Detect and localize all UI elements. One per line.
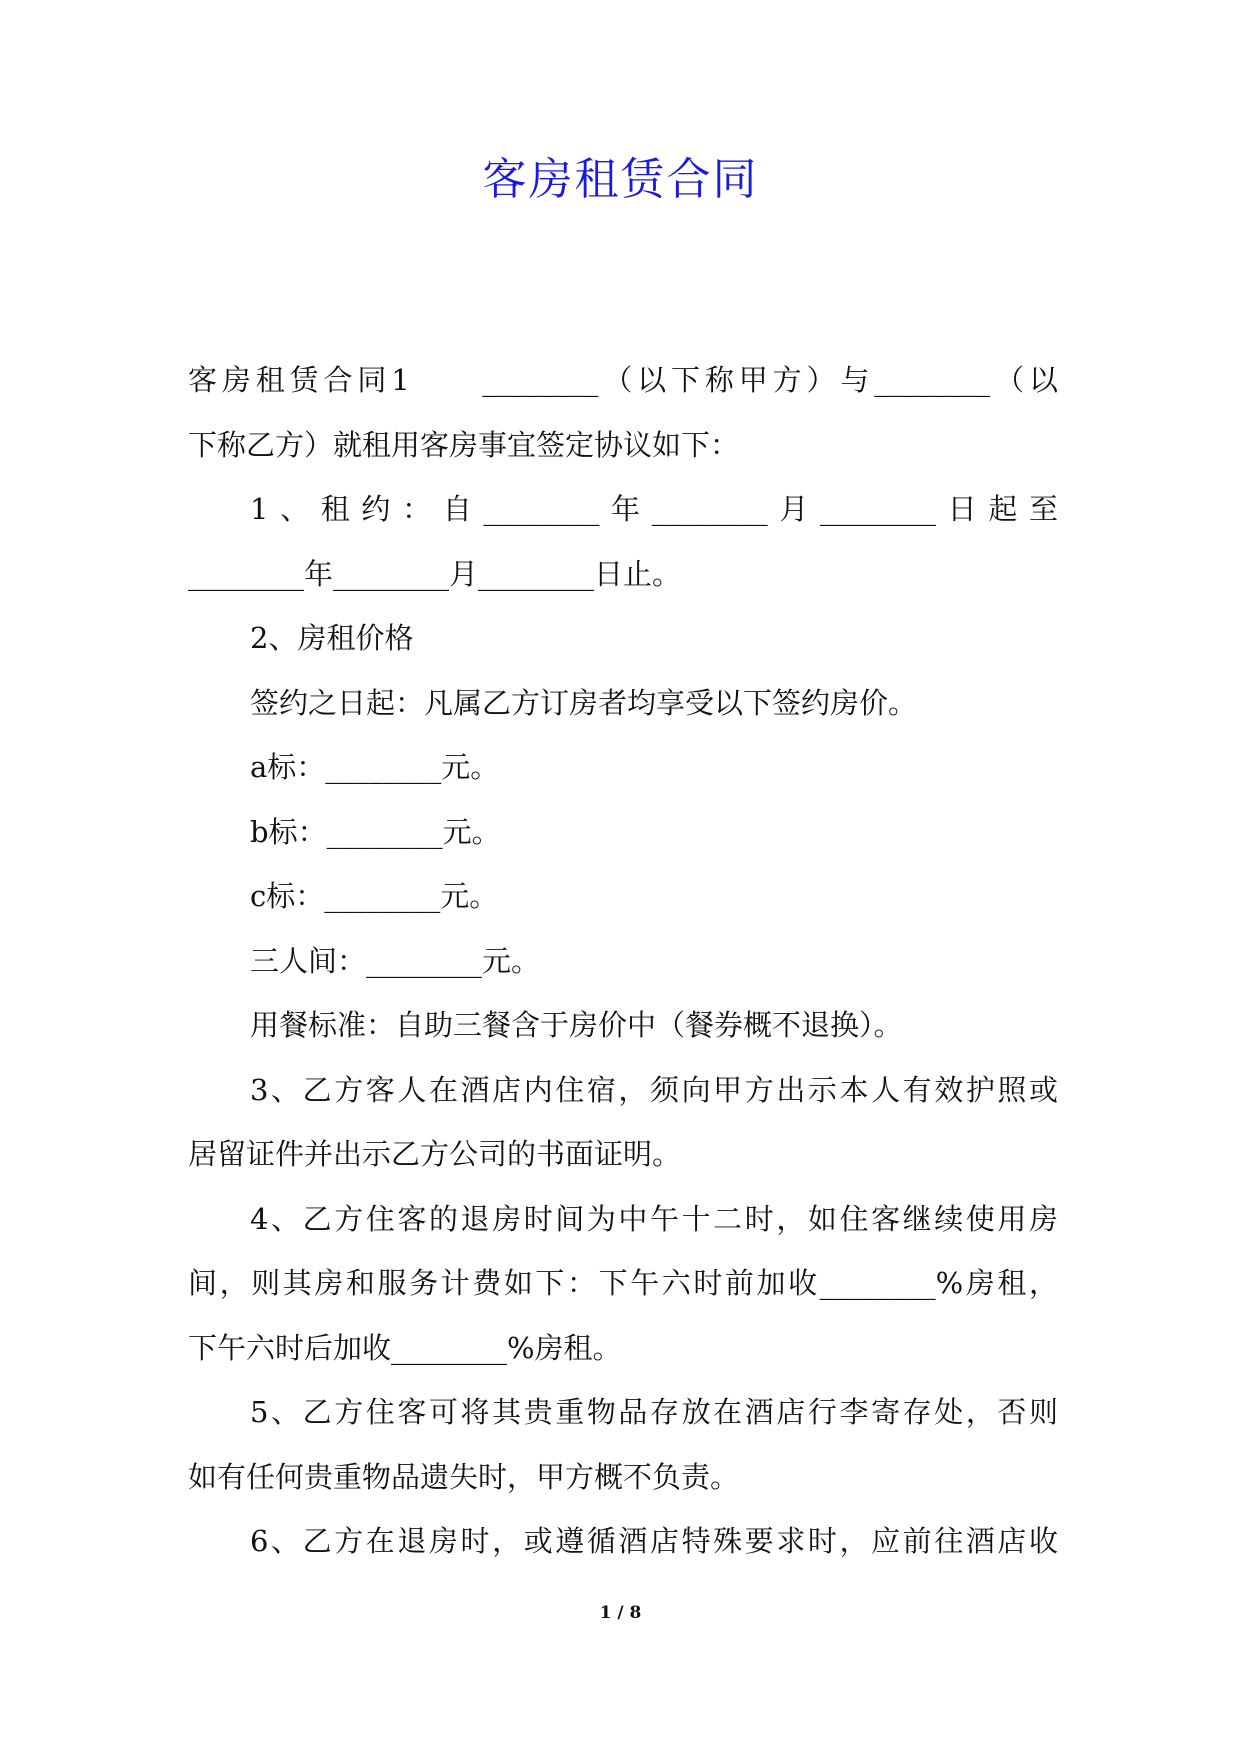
clause-5-line: 5、乙方住客可将其贵重物品存放在酒店行李寄存处，否则 [250,1395,1058,1429]
clause-2-heading: 2、房租价格 [250,621,414,655]
clause-3-line: 居留证件并出示乙方公司的书面证明。 [188,1137,682,1171]
price-a-line: a标：________元。 [250,750,500,784]
page-number: 1 / 8 [599,1603,642,1623]
clause-2-line: 签约之日起：凡属乙方订房者均享受以下签约房价。 [250,685,918,720]
clause-3-line: 3、乙方客人在酒店内住宿，须向甲方出示本人有效护照或 [250,1072,1058,1107]
clause-4-line: 间，则其房和服务计费如下：下午六时前加收________%房租， [188,1266,1058,1300]
clause-5-line: 如有任何贵重物品遗失时，甲方概不负责。 [188,1459,740,1494]
paragraph-line: 客房租赁合同1 ________（以下称甲方）与________（以 [188,363,1058,397]
meal-standard-line: 用餐标准：自助三餐含于房价中（餐券概不退换）。 [250,1008,903,1042]
paragraph-line: 下称乙方）就租用客房事宜签定协议如下： [188,427,740,462]
clause-4-line: 下午六时后加收________%房租。 [188,1330,622,1365]
clause-6-line: 6、乙方在退房时，或遵循酒店特殊要求时，应前往酒店收 [250,1524,1058,1558]
clause-1-line: ________年________月________日止。 [188,556,682,591]
price-triple-line: 三人间：________元。 [250,943,541,978]
document-body [188,348,1058,1574]
price-c-line: c标：________元。 [250,879,499,913]
clause-1-line: 1、租约：自________年________月________日起至 [250,492,1058,526]
document-title: 客房租赁合同 [482,154,759,205]
price-b-line: b标：________元。 [250,814,501,849]
clause-4-line: 4、乙方住客的退房时间为中午十二时，如住客继续使用房 [250,1201,1058,1236]
